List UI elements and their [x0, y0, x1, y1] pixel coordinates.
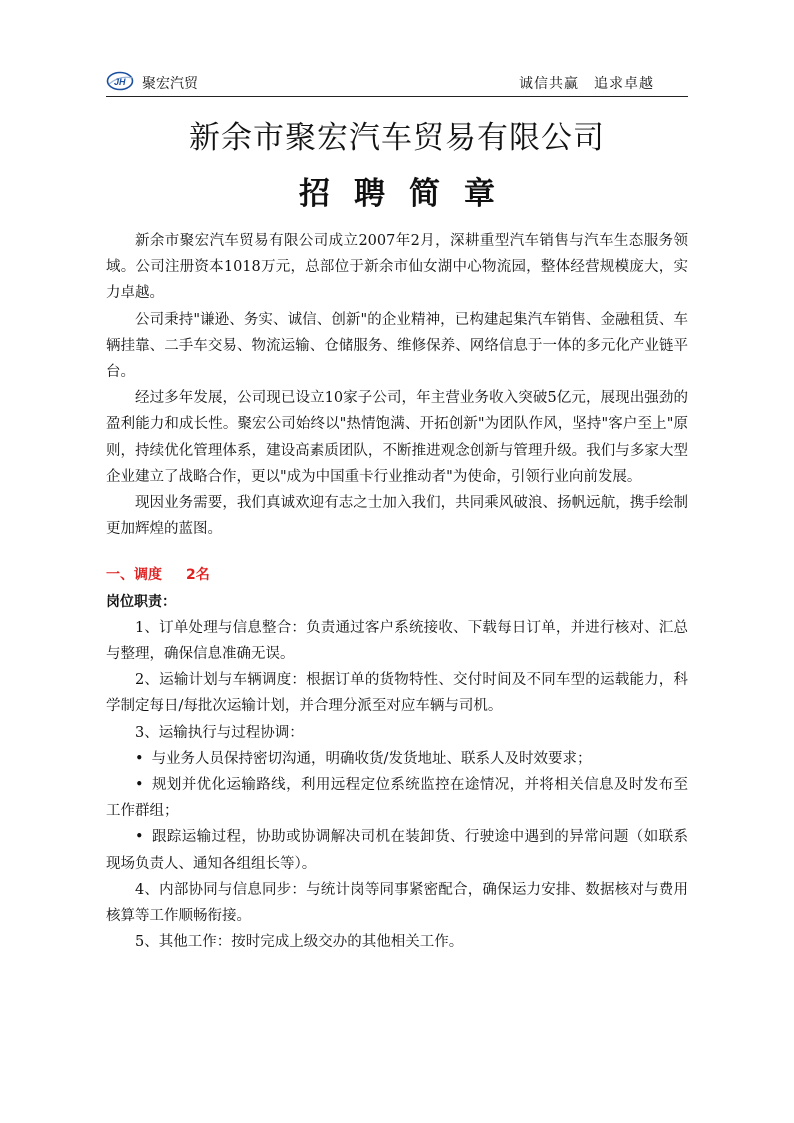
duty-bullet: [106, 746, 688, 772]
company-logo-icon: [106, 71, 134, 91]
duty-item-4: 4、内部协同与信息同步：与统计岗等同事紧密配合，确保运力安排、数据核对与费用核算等工作顺畅衔接。: [106, 881, 688, 925]
section-count: 2名: [186, 567, 210, 584]
logo-text: JH: [114, 77, 126, 87]
duties-heading: 岗位职责：: [106, 593, 176, 610]
duty-item-5: 5、其他工作：按时完成上级交办的其他相关工作。: [135, 934, 464, 951]
page-header: [106, 66, 688, 97]
section-heading-dispatcher: [106, 562, 688, 588]
bullet-icon: •: [135, 750, 144, 767]
document-title: 招聘简章: [299, 176, 519, 212]
document-body: [106, 228, 688, 955]
duty-item-2: 2、运输计划与车辆调度：根据订单的货物特性、交付时间及不同车型的运载能力，科学制定每日/每批次运输计划，并合理分派至对应车辆与司机。: [106, 672, 688, 715]
duty-item-3: 3、运输执行与过程协调：: [135, 724, 304, 741]
bullet-icon: •: [135, 777, 144, 794]
intro-paragraph-4: 现因业务需要，我们真诚欢迎有志之士加入我们，共同乘风破浪、扬帆远航，携手绘制更加辉煌的蓝图。: [106, 495, 688, 538]
bullet-icon: •: [135, 829, 144, 846]
duty-bullet: [106, 772, 688, 824]
section-label: 一、调度: [106, 567, 162, 584]
company-title: 新余市聚宏汽车贸易有限公司: [189, 120, 605, 156]
intro-paragraph-2: 公司秉持"谦逊、务实、诚信、创新"的企业精神，已构建起集汽车销售、金融租赁、车辆挂靠、二手车交易、物流运输、仓储服务、维修保养、网络信息于一体的多元化产业链平台。: [106, 311, 688, 381]
bullet-text: 规划并优化运输路线，利用远程定位系统监控在途情况，并将相关信息及时发布至工作群组；: [106, 777, 688, 820]
duty-item-1: 1、订单处理与信息整合：负责通过客户系统接收、下载每日订单，并进行核对、汇总与整理，确保信息准确无误。: [106, 619, 688, 663]
bullet-text: 与业务人员保持密切沟通，明确收货/发货地址、联系人及时效要求；: [151, 750, 592, 767]
slogan: 诚信共赢 追求卓越: [519, 76, 654, 92]
brand-name: 聚宏汽贸: [142, 76, 198, 92]
bullet-text: 跟踪运输过程，协助或协调解决司机在装卸货、行驶途中遇到的异常问题（如联系现场负责人、通知各组组长等）。: [106, 829, 688, 872]
intro-paragraph-3: 经过多年发展，公司现已设立10家子公司，年主营业务收入突破5亿元，展现出强劲的盈利能力和成长性。聚宏公司始终以"热情饱满、开拓创新"为团队作风，坚持"客户至上"原则，持续优化管理体系，建设高素质团队，不断推进观念创新与管理升级。我们与多家大型企业建立了战略合作，更以"成为中国重卡行业推动者"为使命，引领行业向前发展。: [106, 390, 688, 485]
intro-paragraph-1: 新余市聚宏汽车贸易有限公司成立2007年2月，深耕重型汽车销售与汽车生态服务领域。公司注册资本1018万元，总部位于新余市仙女湖中心物流园，整体经营规模庞大，实力卓越。: [106, 233, 688, 302]
duty-bullet: [106, 824, 688, 876]
